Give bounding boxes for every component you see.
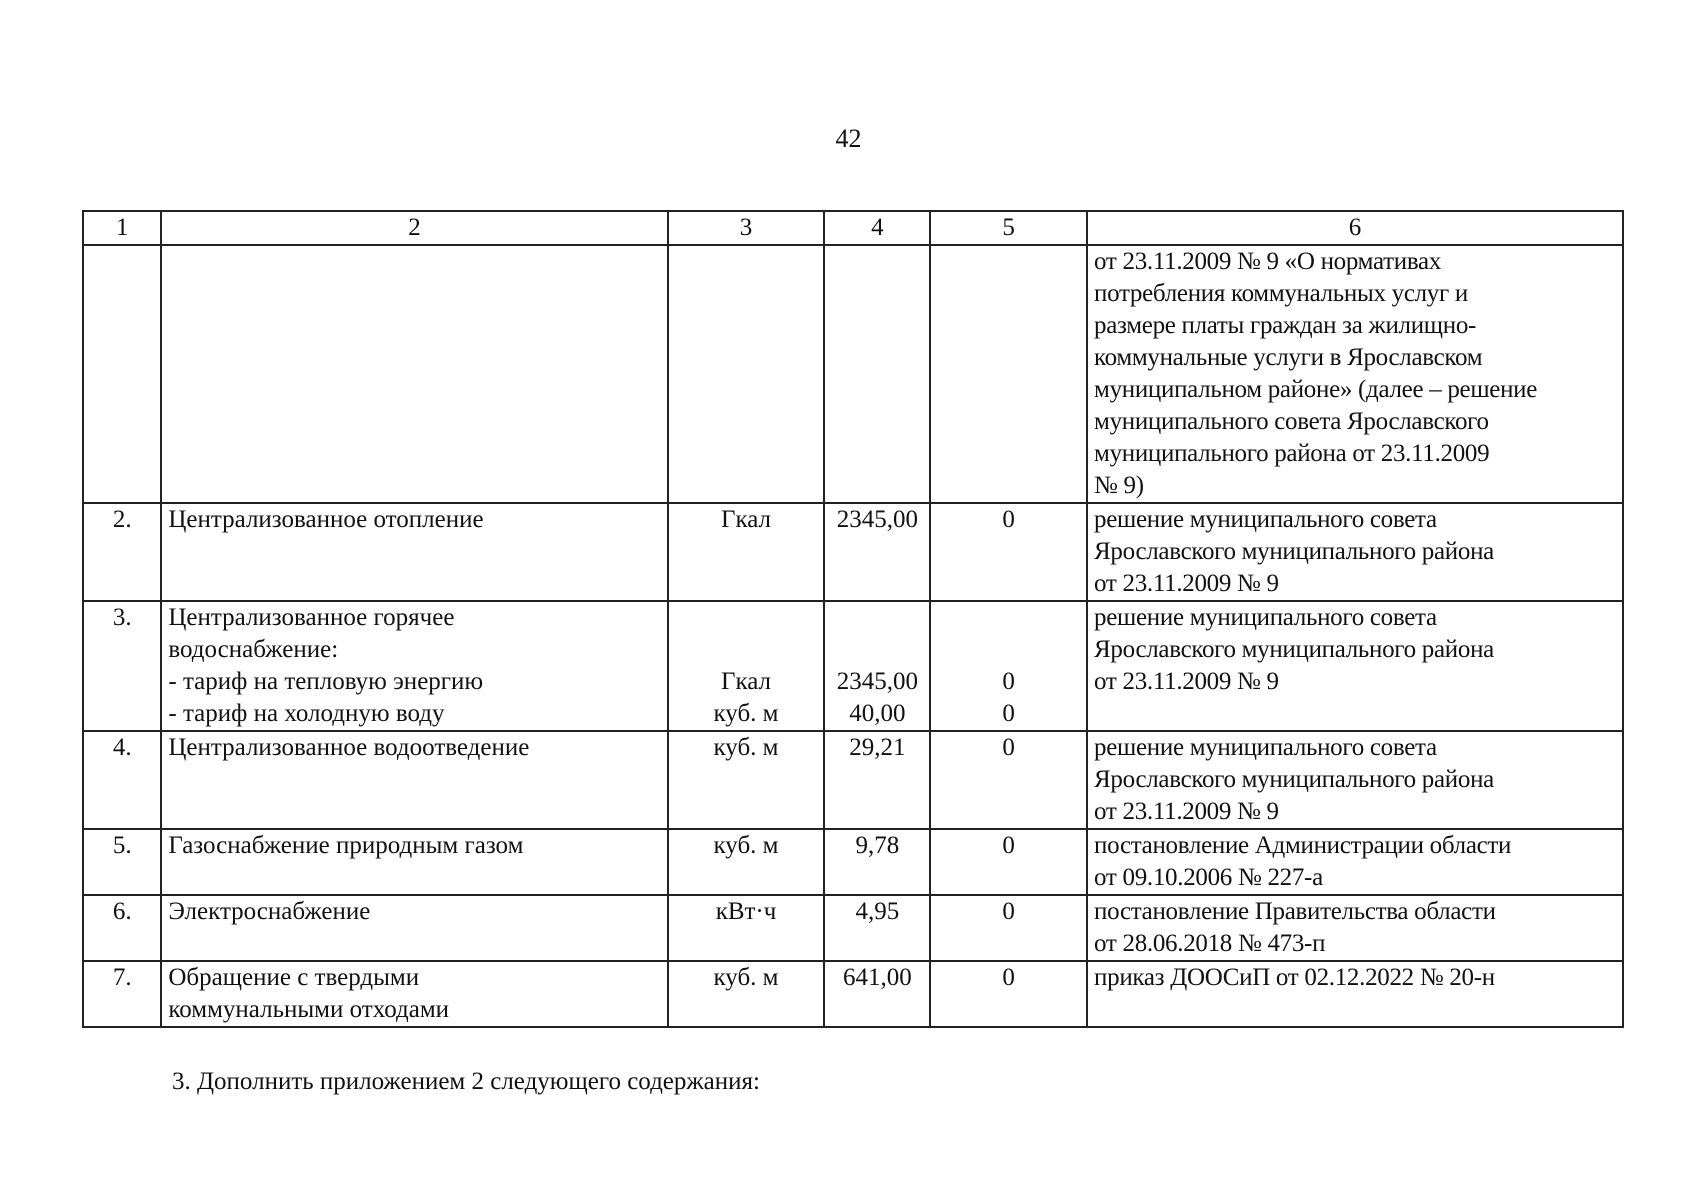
unit-cell xyxy=(668,829,825,895)
cell-text-line: 2345,00 xyxy=(836,668,918,695)
cell-text-line: 0 xyxy=(1002,898,1015,925)
cell-text-line: потребления коммунальных услуг и xyxy=(1094,280,1468,307)
table-row xyxy=(83,731,1623,829)
legal-basis-cell xyxy=(1087,245,1623,503)
cell-text-line: 4,95 xyxy=(855,898,900,925)
column5-cell xyxy=(930,895,1087,961)
cell-text-line xyxy=(675,602,818,634)
norms-table xyxy=(82,210,1624,1028)
cell-text-line: Централизованное отопление xyxy=(168,506,484,533)
legal-basis-cell xyxy=(1087,829,1623,895)
table-header-row xyxy=(83,211,1623,245)
unit-cell xyxy=(668,601,825,731)
unit-cell xyxy=(668,245,825,503)
cell-text-line: куб. м xyxy=(713,700,779,727)
header-cell: 1 xyxy=(83,211,161,245)
cell-text-line: приказ ДООСиП от 02.12.2022 № 20-н xyxy=(1094,964,1495,991)
paragraph-text: 3. Дополнить приложением 2 следующего содержания: xyxy=(172,1068,760,1095)
value-cell xyxy=(824,961,930,1027)
cell-text-line: 29,21 xyxy=(849,734,906,761)
header-cell: 3 xyxy=(668,211,825,245)
column5-cell xyxy=(930,503,1087,601)
legal-basis-cell xyxy=(1087,731,1623,829)
cell-text-line: решение муниципального совета xyxy=(1094,734,1437,761)
cell-text-line: от 23.11.2009 № 9 xyxy=(1094,798,1279,825)
column5-cell xyxy=(930,731,1087,829)
table-row xyxy=(83,245,1623,503)
row-number-cell: 3. xyxy=(83,601,161,731)
header-cell: 4 xyxy=(824,211,930,245)
cell-text-line: Гкал xyxy=(721,506,772,533)
cell-text-line xyxy=(675,634,818,666)
cell-text-line: Ярославского муниципального района xyxy=(1094,636,1494,663)
cell-text-line: водоснабжение: xyxy=(168,636,339,663)
header-cell: 6 xyxy=(1087,211,1623,245)
header-cell: 2 xyxy=(161,211,667,245)
cell-text-line: муниципального совета Ярославского xyxy=(1094,408,1489,435)
cell-text-line: Электроснабжение xyxy=(168,898,371,925)
column5-cell xyxy=(930,601,1087,731)
service-name-cell xyxy=(161,245,667,503)
column5-cell xyxy=(930,961,1087,1027)
row-number-cell: 7. xyxy=(83,961,161,1027)
row-number-cell: 6. xyxy=(83,895,161,961)
cell-text-line: от 28.06.2018 № 473-п xyxy=(1094,930,1326,957)
service-name-cell xyxy=(161,829,667,895)
column5-cell xyxy=(930,245,1087,503)
unit-cell xyxy=(668,503,825,601)
cell-text-line: решение муниципального совета xyxy=(1094,604,1437,631)
cell-text-line: от 23.11.2009 № 9 xyxy=(1094,570,1279,597)
cell-text-line: муниципальном районе» (далее – решение xyxy=(1094,376,1538,403)
cell-text-line: куб. м xyxy=(713,964,779,991)
cell-text-line: Централизованное горячее xyxy=(168,604,455,631)
cell-text-line: 9,78 xyxy=(855,832,900,859)
cell-text-line: - тариф на тепловую энергию xyxy=(168,668,484,695)
cell-text-line: 0 xyxy=(1002,668,1015,695)
cell-text-line: от 23.11.2009 № 9 «О нормативах xyxy=(1094,248,1442,275)
cell-text-line: 40,00 xyxy=(849,700,906,727)
value-cell xyxy=(824,829,930,895)
service-name-cell xyxy=(161,895,667,961)
column5-cell xyxy=(930,829,1087,895)
row-number-cell xyxy=(83,245,161,503)
table-row xyxy=(83,829,1623,895)
table-row xyxy=(83,601,1623,731)
legal-basis-cell xyxy=(1087,503,1623,601)
value-cell xyxy=(824,503,930,601)
cell-text-line xyxy=(937,634,1080,666)
legal-basis-cell xyxy=(1087,961,1623,1027)
service-name-cell xyxy=(161,601,667,731)
value-cell xyxy=(824,601,930,731)
service-name-cell xyxy=(161,961,667,1027)
header-cell: 5 xyxy=(930,211,1087,245)
cell-text-line: Обращение с твердыми xyxy=(168,964,420,991)
cell-text-line: от 09.10.2006 № 227-а xyxy=(1094,864,1323,891)
row-number-cell: 5. xyxy=(83,829,161,895)
cell-text-line: коммунальные услуги в Ярославском xyxy=(1094,344,1483,371)
cell-text-line: размере платы граждан за жилищно- xyxy=(1094,312,1477,339)
unit-cell xyxy=(668,895,825,961)
row-number-cell: 2. xyxy=(83,503,161,601)
cell-text-line: постановление Администрации области xyxy=(1094,832,1512,859)
table-body xyxy=(83,245,1623,1027)
value-cell xyxy=(824,731,930,829)
cell-text-line: Газоснабжение природным газом xyxy=(168,832,524,859)
cell-text-line: от 23.11.2009 № 9 xyxy=(1094,668,1279,695)
cell-text-line: 0 xyxy=(1002,832,1015,859)
cell-text-line: 0 xyxy=(1002,700,1015,727)
legal-basis-cell xyxy=(1087,895,1623,961)
table-row xyxy=(83,895,1623,961)
cell-text-line: Ярославского муниципального района xyxy=(1094,538,1494,565)
cell-text-line: 0 xyxy=(1002,734,1015,761)
value-cell xyxy=(824,245,930,503)
cell-text-line: муниципального района от 23.11.2009 xyxy=(1094,440,1490,467)
cell-text-line: куб. м xyxy=(713,734,779,761)
table-row xyxy=(83,503,1623,601)
legal-basis-cell xyxy=(1087,601,1623,731)
cell-text-line: коммунальными отходами xyxy=(168,996,450,1023)
cell-text-line xyxy=(831,602,923,634)
unit-cell xyxy=(668,731,825,829)
table-row xyxy=(83,961,1623,1027)
cell-text-line: 0 xyxy=(1002,964,1015,991)
cell-text-line: № 9) xyxy=(1094,472,1144,499)
unit-cell xyxy=(668,961,825,1027)
cell-text-line: 0 xyxy=(1002,506,1015,533)
cell-text-line: Централизованное водоотведение xyxy=(168,734,530,761)
service-name-cell xyxy=(161,731,667,829)
cell-text-line: Ярославского муниципального района xyxy=(1094,766,1494,793)
row-number-cell: 4. xyxy=(83,731,161,829)
cell-text-line: Гкал xyxy=(721,668,772,695)
cell-text-line: - тариф на холодную воду xyxy=(168,700,445,727)
page-number: 42 xyxy=(835,124,862,153)
cell-text-line: 2345,00 xyxy=(836,506,918,533)
cell-text-line: кВт·ч xyxy=(715,898,777,925)
cell-text-line: куб. м xyxy=(713,832,779,859)
cell-text-line: постановление Правительства области xyxy=(1094,898,1496,925)
cell-text-line xyxy=(831,634,923,666)
cell-text-line: 641,00 xyxy=(842,964,912,991)
cell-text-line xyxy=(937,602,1080,634)
cell-text-line: решение муниципального совета xyxy=(1094,506,1437,533)
service-name-cell xyxy=(161,503,667,601)
value-cell xyxy=(824,895,930,961)
